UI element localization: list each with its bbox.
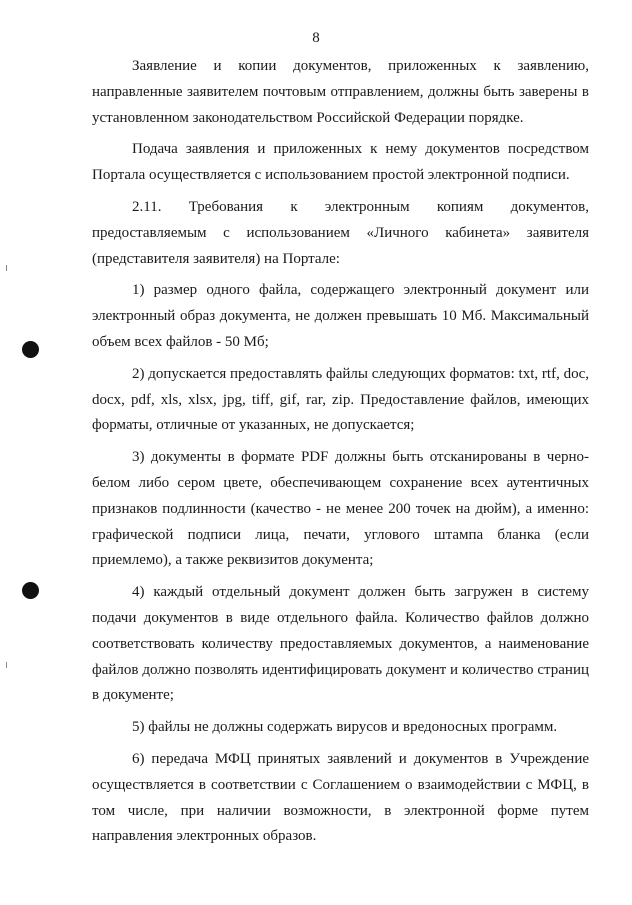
paragraph-item-1-file-size: 1) размер одного файла, содержащего электронный документ или электронный образ документа, не должен превышать 10 Мб. Максимальный объем всех файлов - 50 Мб; xyxy=(92,282,589,350)
paragraph-item-3-pdf-scan: 3) документы в формате PDF должны быть отсканированы в черно-белом либо сером цвете, обеспечивающем сохранение всех аутентичных признаков подлинности (качество - не менее 200 точек на дюйм), а именно: графической подписи лица, печати, углового штампа бланка (если приемлемо), а также реквизитов документа; xyxy=(92,449,589,569)
paragraph-item-2-formats: 2) допускается предоставлять файлы следующих форматов: txt, rtf, doc, docx, pdf, xls, xlsx, jpg, tiff, gif, rar, zip. Предоставление файлов, имеющих форматы, отличные от указанных, не допускается; xyxy=(92,365,589,434)
page-number: 8 xyxy=(312,30,320,46)
scan-mark-top xyxy=(6,265,7,271)
paragraph-section-2-11: 2.11. Требования к электронным копиям документов, предоставляемым с использованием «Личного кабинета» заявителя (представителя заявителя) на Портале: xyxy=(92,198,589,267)
paragraph-item-5-no-viruses: 5) файлы не должны содержать вирусов и вредоносных программ. xyxy=(132,719,558,736)
document-body xyxy=(92,54,589,850)
scan-mark-bottom xyxy=(6,662,7,668)
paragraph-item-4-separate-files: 4) каждый отдельный документ должен быть загружен в систему подачи документов в виде отдельного файла. Количество файлов должно соответствовать количеству предоставляемых документов, а наименование файлов должно позволять идентифицировать документ и количество страниц в документе; xyxy=(92,584,589,704)
paragraph-portal-signature: Подача заявления и приложенных к нему документов посредством Портала осуществляется с использованием простой электронной подписи. xyxy=(92,141,589,184)
paragraph-mail-certification: Заявление и копии документов, приложенных к заявлению, направленные заявителем почтовым отправлением, должны быть заверены в установленном законодательством Российской Федерации порядке. xyxy=(92,58,589,126)
punch-hole-bottom xyxy=(22,582,39,599)
paragraph-item-6-mfc-transfer: 6) передача МФЦ принятых заявлений и документов в Учреждение осуществляется в соответствии с Соглашением о взаимодействии с МФЦ, в том числе, при наличии возможности, в электронной форме путем направления электронных образов. xyxy=(92,750,589,845)
punch-hole-top xyxy=(22,341,39,358)
